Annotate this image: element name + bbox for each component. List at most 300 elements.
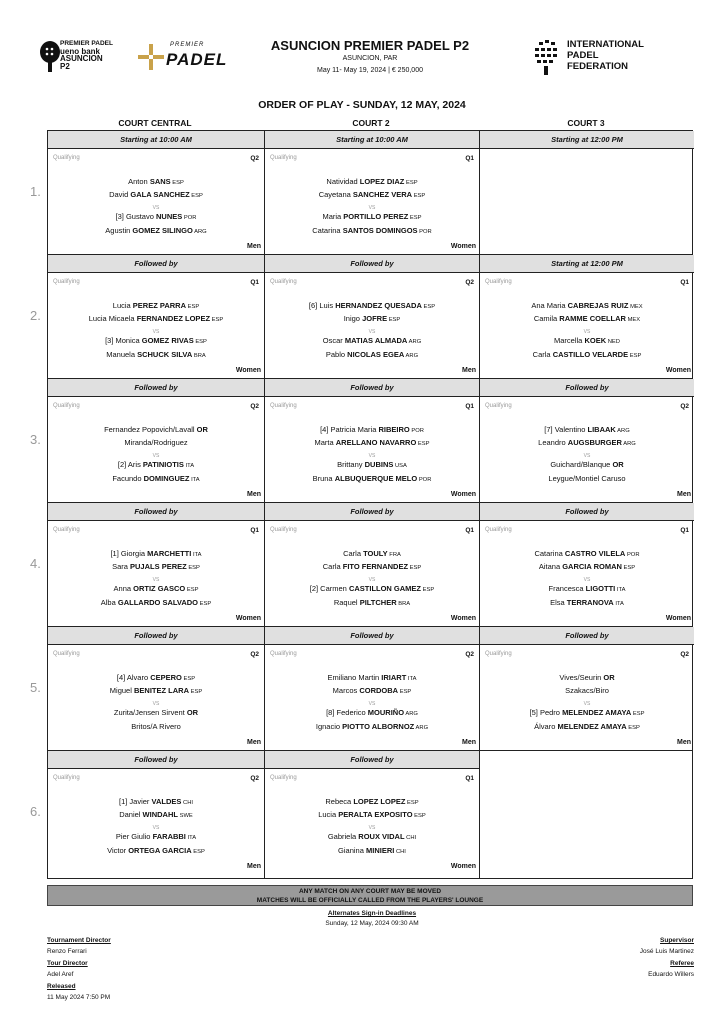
player-line [480,708,694,717]
player-first-name: Gianina [338,846,366,855]
match-cell [480,379,694,502]
qualifying-label: Qualifying [485,651,512,657]
player-country: ESP [408,565,422,571]
player-first-name: Maria [322,212,344,221]
vs-separator: VS [368,453,376,459]
player-line [480,686,694,695]
player-surname: PEREZ PARRA [132,301,186,310]
player-line [265,562,479,571]
player-country: ESP [170,180,184,186]
player-country: ESP [626,725,640,731]
round-label: Q1 [680,279,689,286]
notice-line-1: ANY MATCH ON ANY COURT MAY BE MOVED [298,888,442,895]
alternates-label: Alternates Sign-in Deadlines [327,910,417,917]
player-line [48,350,264,359]
player-first-name: Anna [113,584,134,593]
tour-director-label: Tour Director [47,960,88,967]
vs-separator: VS [368,329,376,335]
player-country: MEX [628,304,643,310]
qualifying-label: Qualifying [270,155,297,161]
logo-left-line-3: ASUNCION [60,54,103,63]
match-cell [48,379,264,502]
player-first-name: Lucia Micaela [88,314,137,323]
notice-box [47,885,693,906]
schedule-time-bar: Followed by [48,379,264,397]
round-label: Q2 [250,403,259,410]
player-country: ITA [191,552,202,558]
player-line [48,686,264,695]
player-first-name: [1] Javier [119,797,152,806]
qualifying-label: Qualifying [485,527,512,533]
player-country: POR [417,229,432,235]
match-cell [48,131,264,254]
match-cell [480,503,694,626]
tournament-dates-prize: May 11- May 19, 2024 | € 250,000 [317,67,423,74]
logo-mid-line-2: PADEL [166,50,228,69]
referee-name: Eduardo Willers [648,971,694,978]
player-country: ESP [628,353,642,359]
player-country: ESP [631,711,645,717]
player-country: ESP [398,689,412,695]
player-first-name: Agustin [105,226,133,235]
category-label: Men [247,243,261,250]
player-line [48,177,264,186]
player-country: ITA [613,601,624,607]
player-line [265,190,479,199]
court-central-header: COURT CENTRAL [118,118,192,128]
player-line [48,212,264,221]
player-first-name: Lucia [112,301,133,310]
player-country: ESP [412,193,426,199]
player-line [480,350,694,359]
player-first-name: Cayetana [318,190,353,199]
player-line [480,301,694,310]
player-country: ESP [185,587,199,593]
logo-left-line-1: PREMIER PADEL [60,40,113,47]
player-country: POR [182,215,197,221]
player-surname: GARCIA ROMAN [562,562,622,571]
player-surname: ORTIZ GASCO [133,584,186,593]
round-label: Q1 [250,527,259,534]
player-surname: SANS [149,177,171,186]
logo-mid-line-1: PREMIER [170,42,205,48]
schedule-time-bar: Followed by [48,627,264,645]
player-country: ESP [621,565,636,571]
player-first-name: Guichard/Blanque [550,460,613,469]
player-first-name: Inigo [343,314,363,323]
player-line [265,598,479,607]
player-country: ITA [185,835,197,841]
player-first-name: Catarina [312,226,343,235]
player-surname: OR [603,673,615,682]
match-cell [48,751,264,874]
vs-separator: VS [583,329,591,335]
row-number: 3. [30,432,41,447]
match-cell [265,131,479,254]
player-first-name: Aitana [538,562,563,571]
category-label: Men [247,739,261,746]
category-label: Men [247,863,261,870]
player-first-name: Oscar [322,336,345,345]
schedule-time-bar: Starting at 12:00 PM [480,255,694,273]
player-line [48,584,264,593]
player-country: USA [393,463,407,469]
referee-label: Referee [670,960,694,967]
round-label: Q2 [465,279,474,286]
player-country: ESP [404,180,418,186]
player-line [480,438,694,447]
supervisor-name: José Luis Martinez [639,948,694,955]
player-line [480,598,694,607]
player-country: ESP [405,800,419,806]
player-surname: CEPERO [150,673,182,682]
player-line [480,722,694,731]
player-line [48,336,264,345]
player-surname: VALDES [151,797,182,806]
player-surname: MELENDEZ AMAYA [562,708,632,717]
player-country: ESP [191,849,205,855]
premier-padel-asuncion-logo [36,40,126,74]
player-first-name: Francesca [548,584,586,593]
category-label: Women [450,863,476,870]
match-cell [48,627,264,750]
round-label: Q1 [465,775,474,782]
player-first-name: [2] Carmen [309,584,349,593]
player-surname: SANCHEZ VERA [352,190,413,199]
player-surname: ORTEGA GARCIA [128,846,192,855]
player-line [265,474,479,483]
player-surname: OR [612,460,624,469]
player-first-name: Britos/A Rivero [131,722,181,731]
qualifying-label: Qualifying [53,279,80,285]
player-first-name: Natividad [326,177,360,186]
player-surname: AUGSBURGER [567,438,622,447]
player-first-name: Rebeca [325,797,354,806]
vs-separator: VS [368,577,376,583]
row-number: 2. [30,308,41,323]
player-surname: SANTOS DOMINGOS [342,226,418,235]
player-line [265,810,479,819]
match-cell [265,379,479,502]
player-surname: KOEK [584,336,607,345]
player-line [265,846,479,855]
player-country: POR [625,552,640,558]
player-country: ESP [188,689,203,695]
match-cell [48,255,264,378]
player-line [48,425,264,434]
logo-left-line-4: P2 [60,61,70,71]
qualifying-label: Qualifying [485,403,512,409]
round-label: Q2 [250,155,259,162]
player-line [48,460,264,469]
player-first-name: Gabriela [327,832,359,841]
player-country: ESP [412,813,426,819]
schedule-time-bar: Followed by [265,751,479,769]
player-surname: CABREJAS RUIZ [567,301,629,310]
player-first-name: Fernandez Popovich/Lavall [104,425,197,434]
player-surname: SCHUCK SILVA [137,350,193,359]
player-country: ESP [421,587,435,593]
round-label: Q1 [465,527,474,534]
released-label: Released [47,983,76,990]
player-line [265,722,479,731]
player-line [48,598,264,607]
player-surname: GALA SANCHEZ [130,190,190,199]
schedule-time-bar: Followed by [48,751,264,769]
player-country: ESP [186,565,200,571]
player-surname: BENITEZ LARA [133,686,189,695]
order-of-play-title: ORDER OF PLAY - SUNDAY, 12 MAY, 2024 [258,99,466,111]
player-first-name: Pier Giulio [115,832,153,841]
player-surname: CASTILLO VELARDE [552,350,629,359]
player-surname: FARABBI [152,832,186,841]
player-country: ARG [192,229,207,235]
player-line [265,212,479,221]
player-line [265,460,479,469]
player-line [265,314,479,323]
qualifying-label: Qualifying [53,775,80,781]
player-country: ARG [404,711,418,717]
player-surname: LIGOTTI [585,584,616,593]
player-line [265,549,479,558]
player-country: ITA [615,587,626,593]
player-country: ARG [621,441,636,447]
player-line [480,425,694,434]
player-first-name: Leandro [538,438,568,447]
category-label: Women [450,615,476,622]
player-country: ARG [414,725,429,731]
player-country: ESP [193,339,207,345]
player-country: POR [417,477,432,483]
player-first-name: Szakacs/Biro [565,686,609,695]
qualifying-label: Qualifying [270,651,297,657]
player-surname: OR [186,708,199,717]
player-first-name: Miranda/Rodriguez [124,438,188,447]
category-label: Women [235,615,261,622]
player-first-name: Brittany [337,460,365,469]
player-surname: DOMINGUEZ [143,474,190,483]
player-line [480,562,694,571]
player-line [48,722,264,731]
player-surname: FERNANDEZ LOPEZ [136,314,211,323]
player-country: BRA [192,353,206,359]
row-number: 1. [30,184,41,199]
vs-separator: VS [152,205,160,211]
player-line [48,673,264,682]
schedule-time-bar: Followed by [480,627,694,645]
player-country: ESP [189,193,203,199]
player-first-name: Elsa [550,598,567,607]
player-first-name: Marcella [554,336,585,345]
player-line [265,797,479,806]
player-surname: ARELLANO NAVARRO [335,438,417,447]
player-country: ARG [615,428,630,434]
schedule-time-bar: Followed by [48,503,264,521]
round-label: Q1 [250,279,259,286]
tournament-director-name: Renzo Ferrari [47,948,87,955]
player-first-name: Sara [112,562,131,571]
player-line [48,438,264,447]
qualifying-label: Qualifying [270,775,297,781]
player-first-name: Carla [343,549,364,558]
schedule-time-bar: Followed by [480,379,694,397]
player-surname: FITO FERNANDEZ [342,562,409,571]
player-surname: PIOTTO ALBORNOZ [342,722,415,731]
player-first-name: [3] Gustavo [115,212,156,221]
player-country: CHI [404,835,417,841]
schedule-time-bar: Starting at 10:00 AM [48,131,264,149]
vs-separator: VS [368,205,376,211]
schedule-time-bar: Followed by [265,503,479,521]
match-cell [265,751,479,874]
player-line [480,314,694,323]
match-cell [265,627,479,750]
player-surname: IRIART [381,673,407,682]
player-surname: CASTILLON GAMEZ [348,584,422,593]
player-line [480,474,694,483]
vs-separator: VS [583,577,591,583]
player-first-name: Alba [100,598,118,607]
player-line [265,832,479,841]
tournament-title: ASUNCION PREMIER PADEL P2 [270,38,470,53]
player-country: POR [409,428,424,434]
player-line [480,460,694,469]
player-first-name: Manuela [106,350,138,359]
match-cell [265,503,479,626]
player-line [48,846,264,855]
vs-separator: VS [368,825,376,831]
category-label: Women [450,491,476,498]
player-line [48,832,264,841]
row-number: 6. [30,804,41,819]
qualifying-label: Qualifying [270,403,297,409]
vs-separator: VS [152,329,160,335]
player-country: ESP [421,304,436,310]
match-cell [480,131,694,254]
player-first-name: Carla [322,562,343,571]
player-country: ESP [181,676,196,682]
player-surname: RAMME COELLAR [559,314,626,323]
qualifying-label: Qualifying [270,527,297,533]
category-label: Women [235,367,261,374]
category-label: Men [462,367,476,374]
match-cell [480,255,694,378]
match-cell [48,503,264,626]
player-line [48,708,264,717]
tournament-director-label: Tournament Director [47,937,111,944]
player-first-name: Catarina [534,549,565,558]
player-first-name: Pablo [325,350,348,359]
player-line [265,177,479,186]
player-surname: MELENDEZ AMAYA [557,722,627,731]
player-surname: RIBEIRO [378,425,410,434]
player-first-name: Leygue/Montiel Caruso [548,474,626,483]
player-country: ITA [189,477,200,483]
player-line [48,549,264,558]
player-country: ESP [210,317,224,323]
player-line [48,474,264,483]
player-surname: HERNANDEZ QUESADA [335,301,422,310]
player-surname: NUNES [155,212,183,221]
player-line [265,425,479,434]
player-first-name: Zurita/Jensen Sirvent [113,708,187,717]
player-line [265,584,479,593]
player-country: SWE [177,813,193,819]
international-padel-federation-logo [535,38,645,78]
player-line [48,190,264,199]
player-surname: TOULY [363,549,388,558]
schedule-time-bar: Starting at 10:00 AM [265,131,479,149]
player-line [265,336,479,345]
round-label: Q1 [465,155,474,162]
player-first-name: Victor [107,846,129,855]
player-country: ARG [407,339,422,345]
player-first-name: [8] Federico [326,708,368,717]
logo-right-line-3: FEDERATION [567,61,629,72]
qualifying-label: Qualifying [53,651,80,657]
player-surname: ROUX VIDAL [358,832,405,841]
player-surname: PUJALS PEREZ [130,562,187,571]
vs-separator: VS [583,701,591,707]
player-surname: JOFRE [362,314,388,323]
player-country: ESP [408,215,422,221]
court-3-header: COURT 3 [567,118,605,128]
vs-separator: VS [152,453,160,459]
player-first-name: Ignacio [315,722,343,731]
qualifying-label: Qualifying [53,155,80,161]
player-first-name: [5] Pedro [529,708,563,717]
match-cell [265,255,479,378]
court-2-header: COURT 2 [352,118,390,128]
player-first-name: Marta [314,438,336,447]
player-first-name: [3] Monica [105,336,142,345]
player-first-name: Facundo [112,474,144,483]
player-line [480,584,694,593]
category-label: Women [450,243,476,250]
tournament-location: ASUNCION, PAR [342,55,398,62]
row-number: 5. [30,680,41,695]
player-surname: MARCHETTI [147,549,192,558]
player-first-name: David [109,190,131,199]
player-surname: GALLARDO SALVADO [117,598,199,607]
category-label: Men [677,739,691,746]
player-surname: LOPEZ DIAZ [359,177,405,186]
player-country: CHI [394,849,406,855]
player-surname: DUBINS [364,460,394,469]
player-line [265,686,479,695]
player-surname: OR [196,425,208,434]
player-surname: PATINIOTIS [142,460,184,469]
schedule-time-bar: Followed by [265,379,479,397]
player-first-name: Vives/Seurin [559,673,604,682]
category-label: Women [665,367,691,374]
player-surname: PORTILLO PEREZ [343,212,409,221]
vs-separator: VS [583,453,591,459]
player-first-name: [1] Giorgia [110,549,148,558]
player-first-name: Álvaro [534,722,558,731]
qualifying-label: Qualifying [53,403,80,409]
player-line [265,708,479,717]
player-first-name: Bruna [312,474,335,483]
player-line [265,350,479,359]
player-country: ESP [186,304,200,310]
player-line [48,314,264,323]
round-label: Q2 [250,651,259,658]
player-country: ESP [387,317,401,323]
round-label: Q2 [680,651,689,658]
round-label: Q1 [680,527,689,534]
player-line [48,301,264,310]
